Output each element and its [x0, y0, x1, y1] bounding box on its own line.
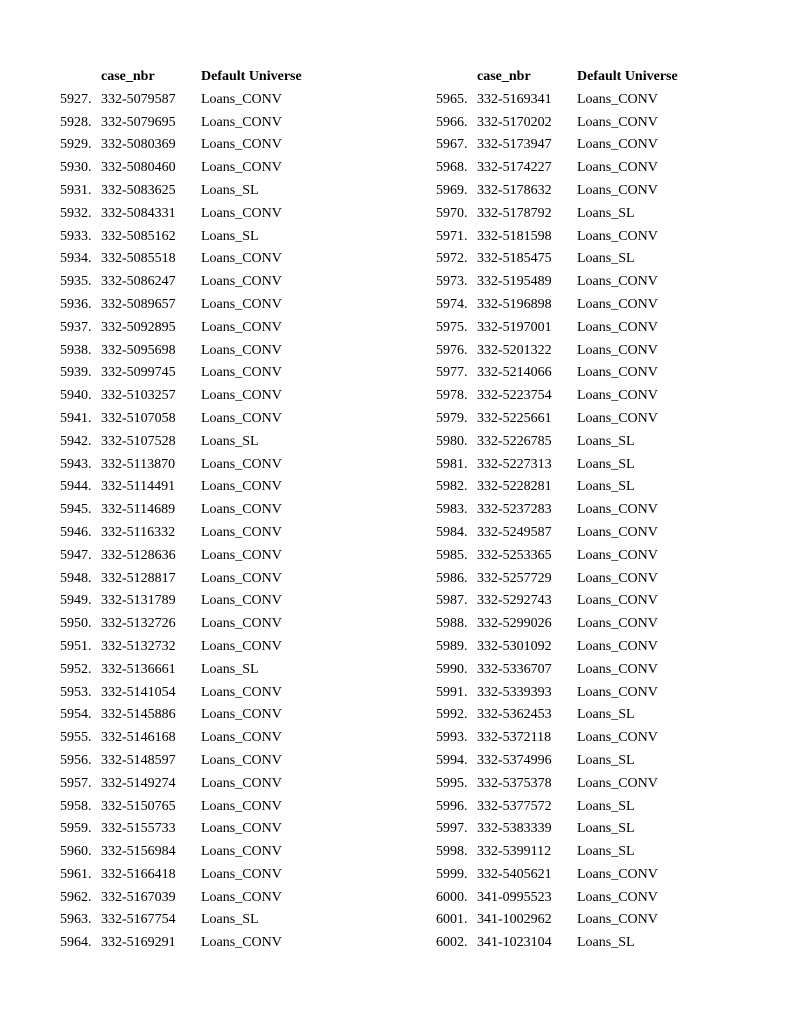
case-nbr-cell: 332-5169291: [101, 935, 176, 951]
row-index: 5933.: [60, 228, 92, 244]
row-index: 5975.: [436, 319, 468, 335]
row-index: 5930.: [60, 160, 92, 176]
case-nbr-cell: 332-5107528: [101, 433, 176, 449]
row-index: 5957.: [60, 775, 92, 791]
default-universe-cell: Loans_CONV: [577, 866, 658, 882]
row-index: 5936.: [60, 296, 92, 312]
row-index: 5958.: [60, 798, 92, 814]
default-universe-cell: Loans_SL: [577, 798, 635, 814]
case-nbr-cell: 332-5225661: [477, 410, 552, 426]
row-index: 5968.: [436, 160, 468, 176]
case-nbr-cell: 332-5405621: [477, 866, 552, 882]
default-universe-cell: Loans_CONV: [201, 114, 282, 130]
case-nbr-cell: 332-5080369: [101, 137, 176, 153]
case-nbr-cell: 332-5253365: [477, 547, 552, 563]
row-index: 5990.: [436, 661, 468, 677]
default-universe-cell: Loans_SL: [201, 182, 259, 198]
default-universe-cell: Loans_CONV: [577, 91, 658, 107]
case-nbr-cell: 332-5114689: [101, 502, 176, 518]
row-index: 5932.: [60, 205, 92, 221]
row-index: 5967.: [436, 137, 468, 153]
default-universe-cell: Loans_CONV: [201, 319, 282, 335]
default-universe-cell: Loans_CONV: [201, 137, 282, 153]
case-nbr-cell: 332-5227313: [477, 456, 552, 472]
case-nbr-cell: 341-1002962: [477, 912, 552, 928]
row-index: 5995.: [436, 775, 468, 791]
row-index: 5996.: [436, 798, 468, 814]
header-case-nbr: case_nbr: [101, 69, 155, 84]
row-index: 5928.: [60, 114, 92, 130]
case-nbr-cell: 332-5197001: [477, 319, 552, 335]
case-nbr-cell: 332-5237283: [477, 502, 552, 518]
default-universe-cell: Loans_CONV: [201, 684, 282, 700]
case-nbr-cell: 332-5299026: [477, 616, 552, 632]
default-universe-cell: Loans_CONV: [201, 798, 282, 814]
default-universe-cell: Loans_CONV: [201, 707, 282, 723]
case-nbr-cell: 332-5167754: [101, 912, 176, 928]
row-index: 5981.: [436, 456, 468, 472]
row-index: 6002.: [436, 935, 468, 951]
row-index: 5964.: [60, 935, 92, 951]
header-case-nbr: case_nbr: [477, 69, 531, 84]
default-universe-cell: Loans_SL: [201, 228, 259, 244]
default-universe-cell: Loans_CONV: [201, 730, 282, 746]
default-universe-cell: Loans_CONV: [201, 342, 282, 358]
default-universe-cell: Loans_CONV: [201, 570, 282, 586]
case-nbr-cell: 332-5086247: [101, 274, 176, 290]
case-nbr-cell: 332-5201322: [477, 342, 552, 358]
default-universe-cell: Loans_CONV: [577, 593, 658, 609]
case-nbr-cell: 332-5128636: [101, 547, 176, 563]
default-universe-cell: Loans_CONV: [577, 319, 658, 335]
row-index: 5972.: [436, 251, 468, 267]
case-nbr-cell: 332-5174227: [477, 160, 552, 176]
row-index: 5969.: [436, 182, 468, 198]
row-index: 5951.: [60, 638, 92, 654]
case-nbr-cell: 332-5131789: [101, 593, 176, 609]
default-universe-cell: Loans_CONV: [201, 935, 282, 951]
row-index: 5970.: [436, 205, 468, 221]
default-universe-cell: Loans_CONV: [577, 775, 658, 791]
case-nbr-cell: 332-5301092: [477, 638, 552, 654]
default-universe-cell: Loans_CONV: [201, 889, 282, 905]
row-index: 5941.: [60, 410, 92, 426]
row-index: 5954.: [60, 707, 92, 723]
default-universe-cell: Loans_CONV: [201, 160, 282, 176]
row-index: 5937.: [60, 319, 92, 335]
case-nbr-cell: 332-5085162: [101, 228, 176, 244]
row-index: 5955.: [60, 730, 92, 746]
case-nbr-cell: 332-5128817: [101, 570, 176, 586]
row-index: 5938.: [60, 342, 92, 358]
row-index: 5963.: [60, 912, 92, 928]
default-universe-cell: Loans_CONV: [201, 410, 282, 426]
default-universe-cell: Loans_CONV: [201, 365, 282, 381]
default-universe-cell: Loans_CONV: [577, 730, 658, 746]
case-nbr-cell: 332-5084331: [101, 205, 176, 221]
default-universe-cell: Loans_CONV: [577, 889, 658, 905]
row-index: 5962.: [60, 889, 92, 905]
row-index: 5961.: [60, 866, 92, 882]
default-universe-cell: Loans_CONV: [577, 137, 658, 153]
row-index: 5950.: [60, 616, 92, 632]
header-default-universe: Default Universe: [201, 69, 302, 84]
row-index: 5978.: [436, 388, 468, 404]
row-index: 5984.: [436, 524, 468, 540]
default-universe-cell: Loans_CONV: [201, 274, 282, 290]
default-universe-cell: Loans_CONV: [201, 251, 282, 267]
row-index: 5976.: [436, 342, 468, 358]
case-nbr-cell: 332-5178632: [477, 182, 552, 198]
row-index: 5946.: [60, 524, 92, 540]
case-nbr-cell: 332-5080460: [101, 160, 176, 176]
default-universe-cell: Loans_CONV: [201, 547, 282, 563]
default-universe-cell: Loans_CONV: [577, 296, 658, 312]
default-universe-cell: Loans_CONV: [577, 912, 658, 928]
row-index: 5988.: [436, 616, 468, 632]
case-nbr-cell: 332-5079695: [101, 114, 176, 130]
default-universe-cell: Loans_CONV: [201, 456, 282, 472]
case-nbr-cell: 332-5114491: [101, 479, 176, 495]
row-index: 5959.: [60, 821, 92, 837]
case-nbr-cell: 332-5292743: [477, 593, 552, 609]
case-nbr-cell: 332-5374996: [477, 752, 552, 768]
case-nbr-cell: 332-5169341: [477, 91, 552, 107]
case-nbr-cell: 332-5095698: [101, 342, 176, 358]
row-index: 5987.: [436, 593, 468, 609]
case-nbr-cell: 332-5146168: [101, 730, 176, 746]
row-index: 5997.: [436, 821, 468, 837]
case-nbr-cell: 332-5113870: [101, 456, 176, 472]
default-universe-cell: Loans_CONV: [577, 616, 658, 632]
default-universe-cell: Loans_CONV: [201, 296, 282, 312]
row-index: 5974.: [436, 296, 468, 312]
case-nbr-cell: 332-5150765: [101, 798, 176, 814]
row-index: 5977.: [436, 365, 468, 381]
row-index: 5935.: [60, 274, 92, 290]
case-nbr-cell: 332-5214066: [477, 365, 552, 381]
row-index: 5931.: [60, 182, 92, 198]
row-index: 5948.: [60, 570, 92, 586]
default-universe-cell: Loans_CONV: [577, 410, 658, 426]
row-index: 5947.: [60, 547, 92, 563]
case-nbr-cell: 332-5136661: [101, 661, 176, 677]
case-nbr-cell: 341-1023104: [477, 935, 552, 951]
case-nbr-cell: 332-5223754: [477, 388, 552, 404]
default-universe-cell: Loans_CONV: [577, 160, 658, 176]
default-universe-cell: Loans_CONV: [201, 205, 282, 221]
default-universe-cell: Loans_CONV: [201, 616, 282, 632]
row-index: 6001.: [436, 912, 468, 928]
case-nbr-cell: 332-5185475: [477, 251, 552, 267]
default-universe-cell: Loans_CONV: [577, 228, 658, 244]
row-index: 5942.: [60, 433, 92, 449]
default-universe-cell: Loans_CONV: [201, 866, 282, 882]
row-index: 5991.: [436, 684, 468, 700]
case-nbr-cell: 332-5372118: [477, 730, 552, 746]
default-universe-cell: Loans_SL: [577, 433, 635, 449]
case-nbr-cell: 332-5116332: [101, 524, 176, 540]
default-universe-cell: Loans_CONV: [577, 182, 658, 198]
row-index: 5943.: [60, 456, 92, 472]
default-universe-cell: Loans_SL: [577, 935, 635, 951]
case-nbr-cell: 332-5107058: [101, 410, 176, 426]
default-universe-cell: Loans_SL: [577, 456, 635, 472]
row-index: 5999.: [436, 866, 468, 882]
case-nbr-cell: 332-5092895: [101, 319, 176, 335]
row-index: 5983.: [436, 502, 468, 518]
case-nbr-cell: 332-5085518: [101, 251, 176, 267]
row-index: 5971.: [436, 228, 468, 244]
row-index: 5934.: [60, 251, 92, 267]
default-universe-cell: Loans_SL: [577, 205, 635, 221]
row-index: 5992.: [436, 707, 468, 723]
default-universe-cell: Loans_CONV: [577, 274, 658, 290]
row-index: 5966.: [436, 114, 468, 130]
default-universe-cell: Loans_SL: [201, 661, 259, 677]
default-universe-cell: Loans_SL: [201, 433, 259, 449]
default-universe-cell: Loans_SL: [577, 752, 635, 768]
case-nbr-cell: 332-5103257: [101, 388, 176, 404]
header-default-universe: Default Universe: [577, 69, 678, 84]
row-index: 5945.: [60, 502, 92, 518]
row-index: 5979.: [436, 410, 468, 426]
default-universe-cell: Loans_CONV: [201, 821, 282, 837]
case-nbr-cell: 332-5099745: [101, 365, 176, 381]
case-nbr-cell: 332-5196898: [477, 296, 552, 312]
case-nbr-cell: 332-5132732: [101, 638, 176, 654]
case-nbr-cell: 332-5377572: [477, 798, 552, 814]
row-index: 5952.: [60, 661, 92, 677]
row-index: 5939.: [60, 365, 92, 381]
row-index: 5929.: [60, 137, 92, 153]
row-index: 5994.: [436, 752, 468, 768]
row-index: 5953.: [60, 684, 92, 700]
case-nbr-cell: 332-5249587: [477, 524, 552, 540]
default-universe-cell: Loans_CONV: [577, 684, 658, 700]
default-universe-cell: Loans_SL: [577, 844, 635, 860]
default-universe-cell: Loans_CONV: [201, 479, 282, 495]
case-nbr-cell: 332-5195489: [477, 274, 552, 290]
case-nbr-cell: 332-5149274: [101, 775, 176, 791]
case-nbr-cell: 332-5167039: [101, 889, 176, 905]
row-index: 5986.: [436, 570, 468, 586]
default-universe-cell: Loans_SL: [577, 251, 635, 267]
case-nbr-cell: 341-0995523: [477, 889, 552, 905]
case-nbr-cell: 332-5257729: [477, 570, 552, 586]
default-universe-cell: Loans_CONV: [577, 342, 658, 358]
default-universe-cell: Loans_CONV: [201, 593, 282, 609]
row-index: 5973.: [436, 274, 468, 290]
case-nbr-cell: 332-5132726: [101, 616, 176, 632]
default-universe-cell: Loans_SL: [577, 707, 635, 723]
row-index: 5982.: [436, 479, 468, 495]
row-index: 5944.: [60, 479, 92, 495]
row-index: 5940.: [60, 388, 92, 404]
case-nbr-cell: 332-5178792: [477, 205, 552, 221]
case-nbr-cell: 332-5166418: [101, 866, 176, 882]
default-universe-cell: Loans_CONV: [201, 388, 282, 404]
row-index: 5989.: [436, 638, 468, 654]
row-index: 5965.: [436, 91, 468, 107]
row-index: 5927.: [60, 91, 92, 107]
default-universe-cell: Loans_SL: [201, 912, 259, 928]
case-nbr-cell: 332-5170202: [477, 114, 552, 130]
default-universe-cell: Loans_CONV: [577, 661, 658, 677]
default-universe-cell: Loans_CONV: [577, 638, 658, 654]
case-nbr-cell: 332-5089657: [101, 296, 176, 312]
row-index: 5949.: [60, 593, 92, 609]
row-index: 5980.: [436, 433, 468, 449]
default-universe-cell: Loans_CONV: [201, 775, 282, 791]
default-universe-cell: Loans_CONV: [201, 638, 282, 654]
default-universe-cell: Loans_CONV: [577, 547, 658, 563]
case-nbr-cell: 332-5339393: [477, 684, 552, 700]
default-universe-cell: Loans_CONV: [577, 502, 658, 518]
case-nbr-cell: 332-5181598: [477, 228, 552, 244]
default-universe-cell: Loans_CONV: [201, 524, 282, 540]
case-nbr-cell: 332-5226785: [477, 433, 552, 449]
default-universe-cell: Loans_CONV: [577, 524, 658, 540]
case-nbr-cell: 332-5156984: [101, 844, 176, 860]
default-universe-cell: Loans_CONV: [201, 752, 282, 768]
row-index: 5998.: [436, 844, 468, 860]
case-nbr-cell: 332-5375378: [477, 775, 552, 791]
default-universe-cell: Loans_CONV: [577, 365, 658, 381]
row-index: 5960.: [60, 844, 92, 860]
default-universe-cell: Loans_SL: [577, 479, 635, 495]
default-universe-cell: Loans_CONV: [577, 388, 658, 404]
case-nbr-cell: 332-5155733: [101, 821, 176, 837]
case-nbr-cell: 332-5148597: [101, 752, 176, 768]
case-nbr-cell: 332-5083625: [101, 182, 176, 198]
row-index: 6000.: [436, 889, 468, 905]
default-universe-cell: Loans_CONV: [201, 91, 282, 107]
case-nbr-cell: 332-5079587: [101, 91, 176, 107]
case-nbr-cell: 332-5362453: [477, 707, 552, 723]
default-universe-cell: Loans_CONV: [577, 570, 658, 586]
default-universe-cell: Loans_SL: [577, 821, 635, 837]
row-index: 5993.: [436, 730, 468, 746]
default-universe-cell: Loans_CONV: [577, 114, 658, 130]
case-nbr-cell: 332-5399112: [477, 844, 552, 860]
row-index: 5985.: [436, 547, 468, 563]
case-nbr-cell: 332-5383339: [477, 821, 552, 837]
default-universe-cell: Loans_CONV: [201, 844, 282, 860]
row-index: 5956.: [60, 752, 92, 768]
case-nbr-cell: 332-5173947: [477, 137, 552, 153]
case-nbr-cell: 332-5141054: [101, 684, 176, 700]
case-nbr-cell: 332-5336707: [477, 661, 552, 677]
default-universe-cell: Loans_CONV: [201, 502, 282, 518]
case-nbr-cell: 332-5145886: [101, 707, 176, 723]
case-nbr-cell: 332-5228281: [477, 479, 552, 495]
